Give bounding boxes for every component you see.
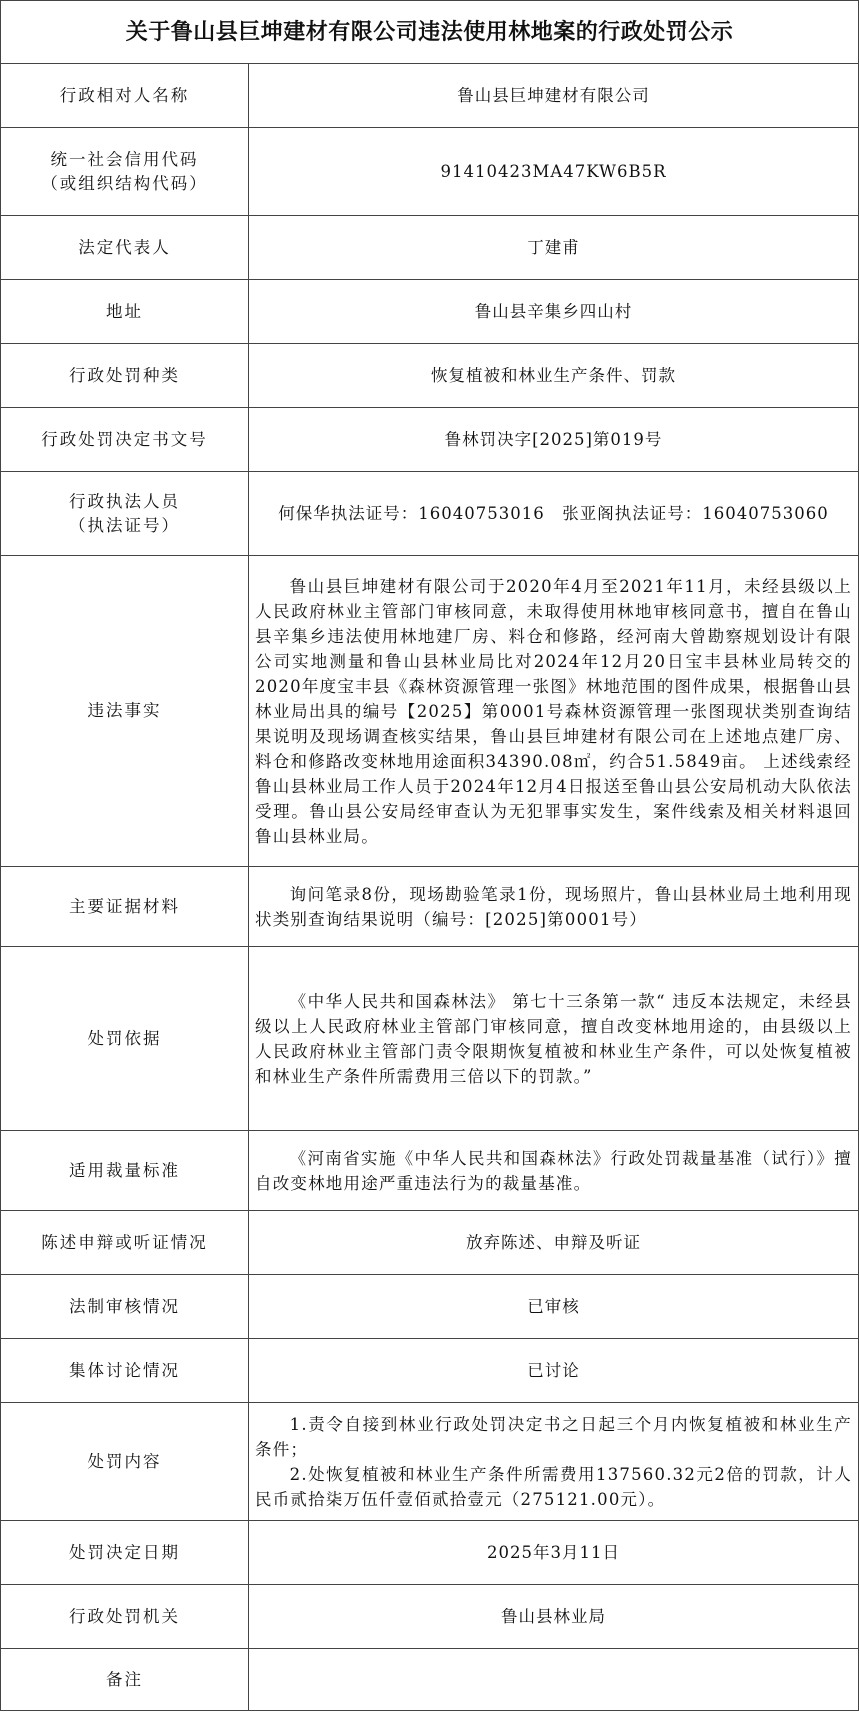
table-row: [1, 1649, 859, 1711]
officers-label-line1: 行政执法人员: [69, 491, 180, 511]
credit-code-label: [1, 128, 249, 216]
table-row: [1, 1211, 859, 1275]
content-label: 处罚内容: [1, 1403, 249, 1521]
basis-value: [249, 947, 859, 1131]
remarks-label: 备注: [1, 1649, 249, 1711]
party-name-value: 鲁山县巨坤建材有限公司: [249, 64, 859, 128]
address-label: 地址: [1, 280, 249, 344]
table-row: [1, 408, 859, 472]
table-row: [1, 64, 859, 128]
content-value: [249, 1403, 859, 1521]
table-row: [1, 867, 859, 947]
content-item-2: 2.处恢复植被和林业生产条件所需费用137560.32元2倍的罚款，计人民币贰拾柒万伍仟壹佰贰拾壹元（275121.00元）。: [255, 1464, 852, 1509]
collective-label: 集体讨论情况: [1, 1339, 249, 1403]
officers-label: [1, 472, 249, 556]
party-name-label: 行政相对人名称: [1, 64, 249, 128]
statement-value: 放弃陈述、申辩及听证: [249, 1211, 859, 1275]
basis-text: 《中华人民共和国森林法》 第七十三条第一款“ 违反本法规定，未经县级以上人民政府林业主管部门审核同意，擅自改变林地用途的，由县级以上人民政府林业主管部门责令限期恢复植被和林业生产条件，可以处恢复植被和林业生产条件所需费用三倍以下的罚款。”: [255, 991, 852, 1086]
evidence-text: 询问笔录8份，现场勘验笔录1份，现场照片，鲁山县林业局土地利用现状类别查询结果说明（编号：[2025]第0001号）: [255, 884, 852, 929]
decision-no-value: 鲁林罚决字[2025]第019号: [249, 408, 859, 472]
address-value: 鲁山县辛集乡四山村: [249, 280, 859, 344]
standard-value: [249, 1131, 859, 1211]
table-row: [1, 344, 859, 408]
page-title: 关于鲁山县巨坤建材有限公司违法使用林地案的行政处罚公示: [0, 0, 859, 63]
table-row: [1, 1275, 859, 1339]
officers-value: 何保华执法证号：16040753016 张亚阁执法证号：16040753060: [249, 472, 859, 556]
table-row: [1, 472, 859, 556]
table-row: [1, 1585, 859, 1649]
statement-label: 陈述申辩或听证情况: [1, 1211, 249, 1275]
collective-value: 已讨论: [249, 1339, 859, 1403]
facts-label: 违法事实: [1, 556, 249, 867]
legal-rep-label: 法定代表人: [1, 216, 249, 280]
facts-value: [249, 556, 859, 867]
table-row: [1, 216, 859, 280]
decision-date-value: 2025年3月11日: [249, 1521, 859, 1585]
facts-text: 鲁山县巨坤建材有限公司于2020年4月至2021年11月，未经县级以上人民政府林业主管部门审核同意，未取得使用林地审核同意书，擅自在鲁山县辛集乡违法使用林地建厂房、料仓和修路，经河南大曾勘察规划设计有限公司实地测量和鲁山县林业局比对2024年12月20日宝丰县林业局转交的2020年度宝丰县《森林资源管理一张图》林地范围的图件成果，根据鲁山县林业局出具的编号【2025】第0001号森林资源管理一张图现状类别查询结果说明及现场调查核实结果，鲁山县巨坤建材有限公司在上述地点建厂房、料仓和修路改变林地用途面积34390.08㎡，约合51.5849亩。 上述线索经鲁山县林业局工作人员于2024年12月4日报送至鲁山县公安局机动大队依法受理。鲁山县公安局经审查认为无犯罪事实发生，案件线索及相关材料退回鲁山县林业局。: [255, 576, 852, 846]
table-row: [1, 1403, 859, 1521]
table-row: [1, 947, 859, 1131]
evidence-value: [249, 867, 859, 947]
content-item-1: 1.责令自接到林业行政处罚决定书之日起三个月内恢复植被和林业生产条件；: [255, 1414, 852, 1459]
legal-rep-value: 丁建甫: [249, 216, 859, 280]
credit-code-label-line1: 统一社会信用代码: [50, 149, 199, 169]
credit-code-value: 91410423MA47KW6B5R: [249, 128, 859, 216]
table-row: [1, 556, 859, 867]
penalty-type-value: 恢复植被和林业生产条件、罚款: [249, 344, 859, 408]
basis-label: 处罚依据: [1, 947, 249, 1131]
table-row: [1, 128, 859, 216]
remarks-value: [249, 1649, 859, 1711]
penalty-table: [0, 63, 859, 1711]
decision-date-label: 处罚决定日期: [1, 1521, 249, 1585]
penalty-type-label: 行政处罚种类: [1, 344, 249, 408]
authority-label: 行政处罚机关: [1, 1585, 249, 1649]
authority-value: 鲁山县林业局: [249, 1585, 859, 1649]
table-row: [1, 1131, 859, 1211]
credit-code-label-line2: （或组织结构代码）: [41, 173, 208, 193]
evidence-label: 主要证据材料: [1, 867, 249, 947]
standard-text: 《河南省实施《中华人民共和国森林法》行政处罚裁量基准（试行）》擅自改变林地用途严重违法行为的裁量基准。: [255, 1148, 852, 1193]
table-row: [1, 280, 859, 344]
officers-label-line2: （执法证号）: [69, 515, 180, 535]
table-row: [1, 1339, 859, 1403]
standard-label: 适用裁量标准: [1, 1131, 249, 1211]
table-row: [1, 1521, 859, 1585]
decision-no-label: 行政处罚决定书文号: [1, 408, 249, 472]
legal-review-value: 已审核: [249, 1275, 859, 1339]
legal-review-label: 法制审核情况: [1, 1275, 249, 1339]
